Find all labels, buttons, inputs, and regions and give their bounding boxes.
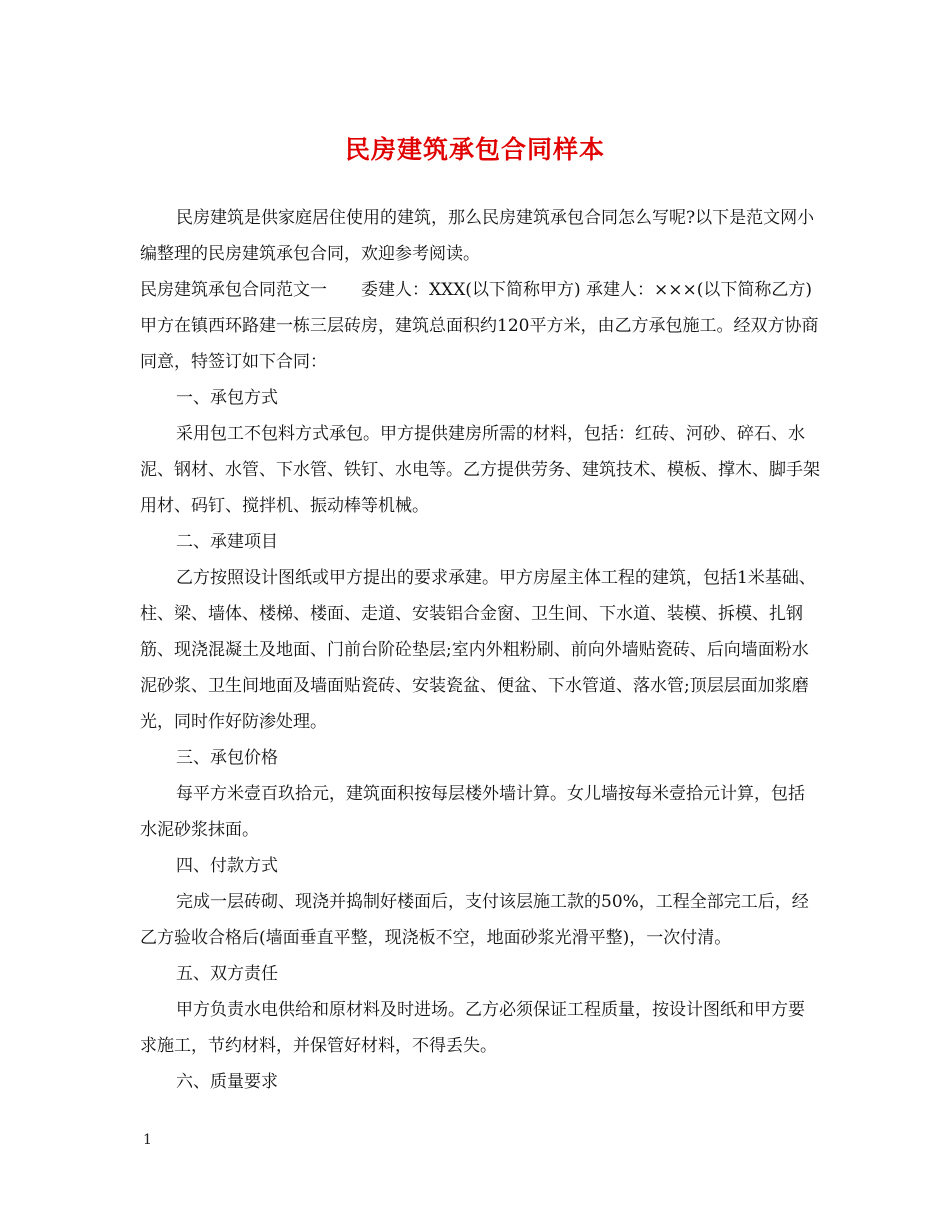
paragraph-parties: 民房建筑承包合同范文一 委建人：XXX(以下简称甲方) 承建人：×××(以下简称乙方) 甲方在镇西环路建一栋三层砖房，建筑总面积约120平方米，由乙方承包施工。经双方协商同意，特签订如下合同：	[140, 280, 819, 372]
paragraph-section-4: 完成一层砖砌、现浇并捣制好楼面后，支付该层施工款的50%，工程全部完工后，经乙方验收合格后(墙面垂直平整，现浇板不空，地面砂浆光滑平整)，一次付清。	[140, 892, 809, 948]
page-number: 1	[143, 1132, 152, 1148]
section-heading-3: 三、承包价格	[176, 748, 278, 768]
document-title: 民房建筑承包合同样本	[344, 135, 605, 164]
section-heading-4: 四、付款方式	[176, 856, 278, 876]
document-body	[140, 200, 820, 1100]
section-heading-2: 二、承建项目	[176, 532, 278, 552]
paragraph-section-3: 每平方米壹百玖拾元，建筑面积按每层楼外墙计算。女儿墙按每米壹拾元计算，包括水泥砂浆抹面。	[140, 784, 805, 840]
paragraph-section-5: 甲方负责水电供给和原材料及时进场。乙方必须保证工程质量，按设计图纸和甲方要求施工，节约材料，并保管好材料，不得丢失。	[140, 1000, 805, 1056]
section-heading-5: 五、双方责任	[176, 964, 278, 984]
section-heading-6: 六、质量要求	[176, 1072, 278, 1092]
paragraph-section-2: 乙方按照设计图纸或甲方提出的要求承建。甲方房屋主体工程的建筑，包括1米基础、柱、梁、墙体、楼梯、楼面、走道、安装铝合金窗、卫生间、下水道、装模、拆模、扎钢筋、现浇混凝土及地面、门前台阶砼垫层;室内外粗粉刷、前向外墙贴瓷砖、后向墙面粉水泥砂浆、卫生间地面及墙面贴瓷砖、安装瓷盆、便盆、下水管道、落水管;顶层层面加浆磨光，同时作好防渗处理。	[140, 568, 816, 732]
paragraph-section-1: 采用包工不包料方式承包。甲方提供建房所需的材料，包括：红砖、河砂、碎石、水泥、钢材、水管、下水管、铁钉、水电等。乙方提供劳务、建筑技术、模板、撑木、脚手架用材、码钉、搅拌机、振动棒等机械。	[140, 424, 820, 516]
paragraph-intro: 民房建筑是供家庭居住使用的建筑，那么民房建筑承包合同怎么写呢?以下是范文网小编整理的民房建筑承包合同，欢迎参考阅读。	[140, 208, 815, 264]
section-heading-1: 一、承包方式	[176, 388, 278, 408]
